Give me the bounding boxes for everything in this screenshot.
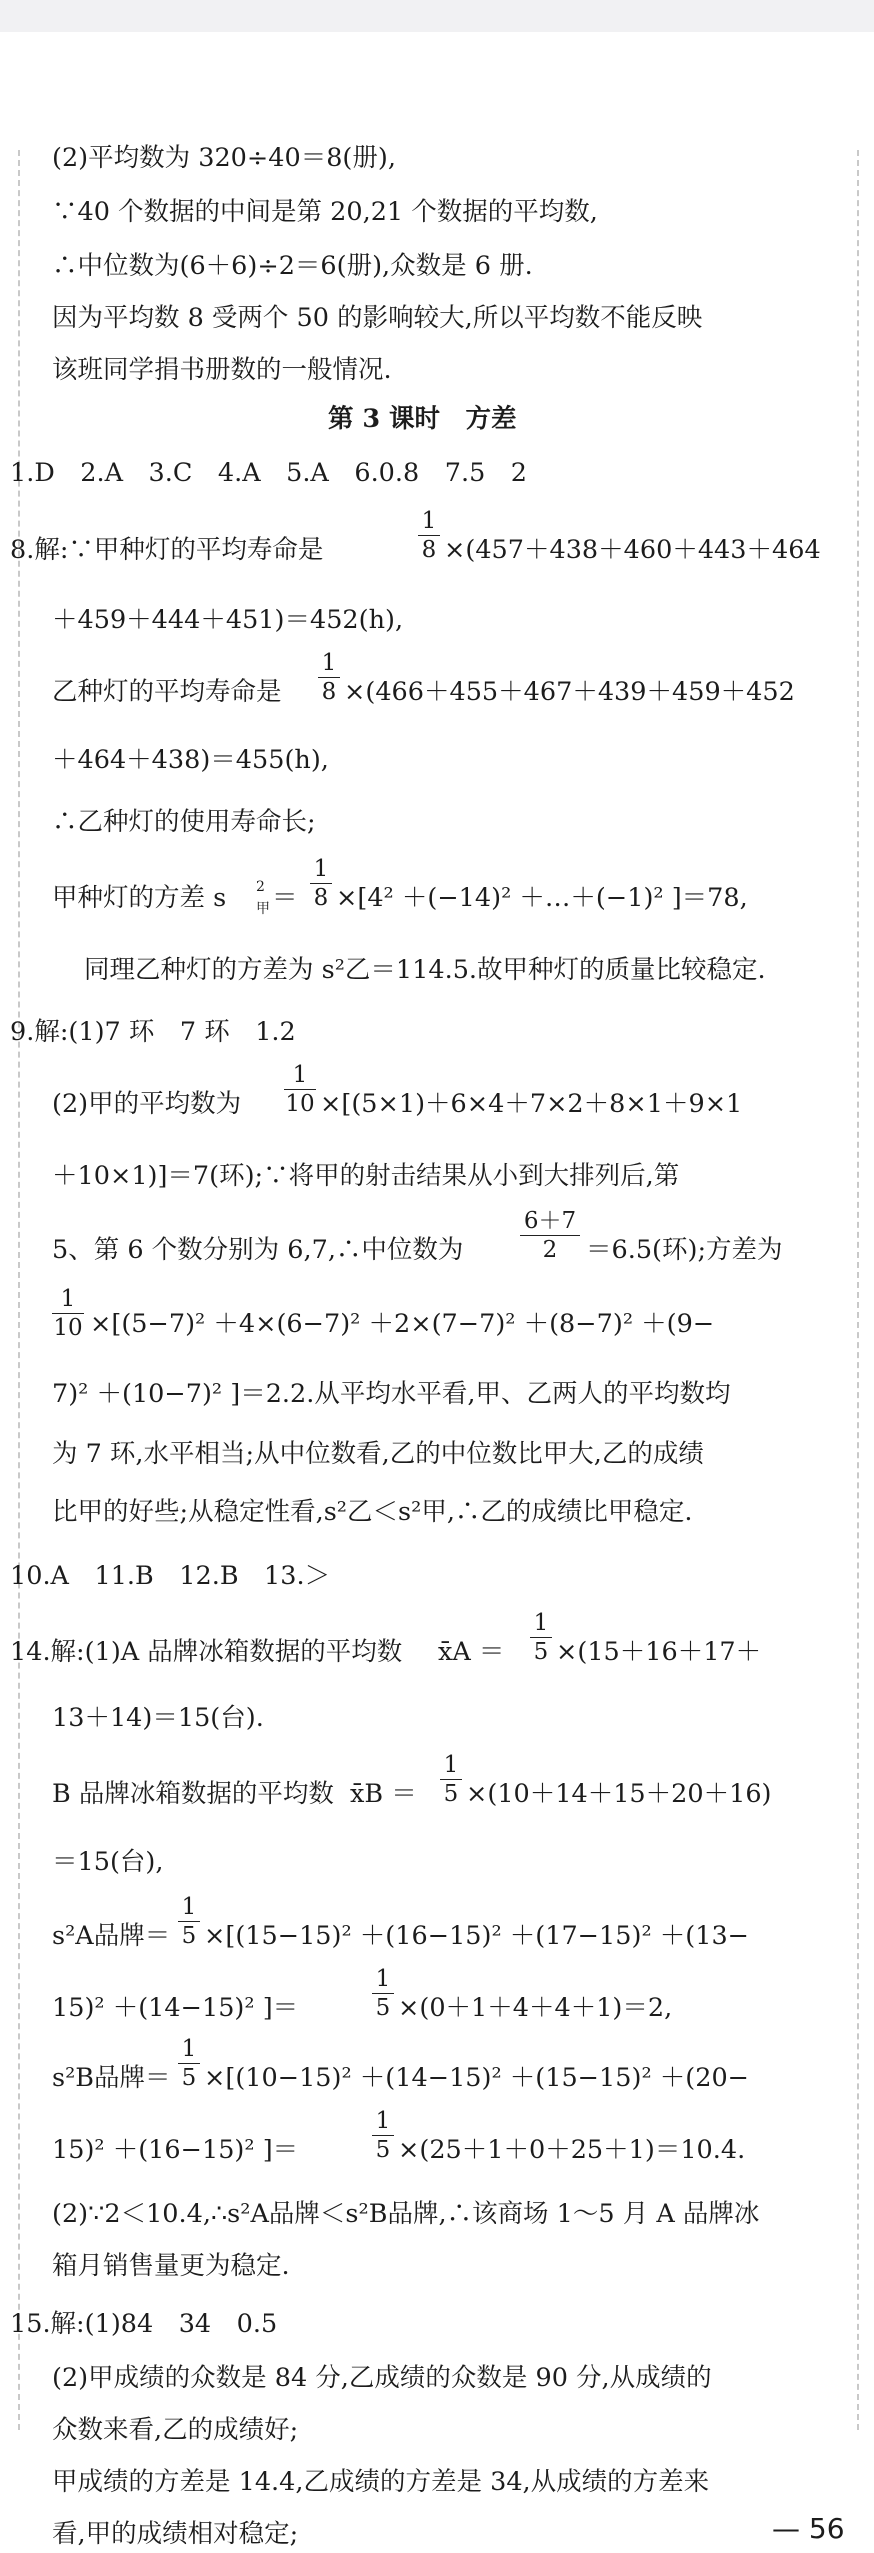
q8-line: 同理乙种灯的方差为 s²乙＝114.5.故甲种灯的质量比较稳定. xyxy=(84,955,766,985)
q14-line: B 品牌冰箱数据的平均数 xyxy=(52,1779,334,1809)
left-dashed-margin xyxy=(18,150,20,2430)
text-line: ∴中位数为(6＋6)÷2＝6(册),众数是 6 册. xyxy=(52,251,533,281)
q15-line: 众数来看,乙的成绩好; xyxy=(52,2415,299,2445)
q8-line: ×[4² ＋(−14)² ＋…＋(−1)² ]＝78, xyxy=(336,883,748,913)
q14-line: ×(0＋1＋4＋4＋1)＝2, xyxy=(398,1993,673,2023)
q9-line: 为 7 环,水平相当;从中位数看,乙的中位数比甲大,乙的成绩 xyxy=(52,1439,704,1469)
text-line: 因为平均数 8 受两个 50 的影响较大,所以平均数不能反映 xyxy=(52,303,703,333)
fraction: 1 8 xyxy=(418,508,440,563)
q14-line: ×(25＋1＋0＋25＋1)＝10.4. xyxy=(398,2135,746,2165)
q8-line: ×(457＋438＋460＋443＋464 xyxy=(444,535,821,565)
q8-line: ∴乙种灯的使用寿命长; xyxy=(52,807,316,837)
fraction: 6＋7 2 xyxy=(520,1208,580,1263)
q15-line: 甲成绩的方差是 14.4,乙成绩的方差是 34,从成绩的方差来 xyxy=(52,2467,710,2497)
q9-line: 9.解:(1)7 环 7 环 1.2 xyxy=(10,1017,296,1047)
q14-line: x̄B ＝ xyxy=(350,1779,417,1809)
q8-line: 8.解:∵甲种灯的平均寿命是 xyxy=(10,535,324,565)
q8-line: 甲种灯的方差 s xyxy=(52,883,227,913)
q8-line: ＝ xyxy=(272,883,298,913)
fraction: 1 5 xyxy=(440,1752,462,1807)
text-line: 该班同学捐书册数的一般情况. xyxy=(52,355,392,385)
q14-line: ×(10＋14＋15＋20＋16) xyxy=(466,1779,772,1809)
fraction: 1 5 xyxy=(372,2108,394,2163)
q9-line: 5、第 6 个数分别为 6,7,∴中位数为 xyxy=(52,1235,464,1265)
fraction: 1 8 xyxy=(318,650,340,705)
q9-line: (2)甲的平均数为 xyxy=(52,1089,242,1119)
q14-line: ＝15(台), xyxy=(52,1847,164,1877)
text-line: (2)平均数为 320÷40＝8(册), xyxy=(52,143,396,173)
q15-line: 看,甲的成绩相对稳定; xyxy=(52,2519,299,2549)
q9-line: 比甲的好些;从稳定性看,s²乙＜s²甲,∴乙的成绩比甲稳定. xyxy=(52,1497,693,1527)
q9-line: ＝6.5(环);方差为 xyxy=(586,1235,783,1265)
q8-line: ＋459＋444＋451)＝452(h), xyxy=(52,605,404,635)
fraction: 1 10 xyxy=(285,1062,315,1117)
q14-line: 箱月销售量更为稳定. xyxy=(52,2251,290,2281)
answers-1-7: 1.D 2.A 3.C 4.A 5.A 6.0.8 7.5 2 xyxy=(10,458,528,488)
q8-line: 乙种灯的平均寿命是 xyxy=(52,677,282,707)
q15-line: 15.解:(1)84 34 0.5 xyxy=(10,2309,278,2339)
fraction: 1 5 xyxy=(178,1894,200,1949)
fraction: 1 10 xyxy=(53,1286,83,1341)
q14-line: 14.解:(1)A 品牌冰箱数据的平均数 xyxy=(10,1637,403,1667)
q14-line: s²A品牌＝ xyxy=(52,1921,171,1951)
q9-line: ×[(5−7)² ＋4×(6−7)² ＋2×(7−7)² ＋(8−7)² ＋(9− xyxy=(90,1309,715,1339)
text-line: ∵40 个数据的中间是第 20,21 个数据的平均数, xyxy=(52,197,598,227)
q14-line: (2)∵2＜10.4,∴s²A品牌＜s²B品牌,∴该商场 1～5 月 A 品牌冰 xyxy=(52,2199,760,2229)
q14-line: ×[(10−15)² ＋(14−15)² ＋(15−15)² ＋(20− xyxy=(204,2063,750,2093)
q14-line: 13＋14)＝15(台). xyxy=(52,1703,264,1733)
q14-line: ×(15＋16＋17＋ xyxy=(556,1637,762,1667)
q9-line: ×[(5×1)＋6×4＋7×2＋8×1＋9×1 xyxy=(320,1089,743,1119)
q14-line: x̄A ＝ xyxy=(438,1637,505,1667)
fraction: 1 5 xyxy=(372,1966,394,2021)
q9-line: 7)² ＋(10−7)² ]＝2.2.从平均水平看,甲、乙两人的平均数均 xyxy=(52,1379,731,1409)
fraction: 1 5 xyxy=(530,1610,552,1665)
superscript: 2 xyxy=(256,879,265,895)
q14-line: 15)² ＋(14−15)² ]＝ xyxy=(52,1993,299,2023)
q15-line: (2)甲成绩的众数是 84 分,乙成绩的众数是 90 分,从成绩的 xyxy=(52,2363,712,2393)
q9-line: ＋10×1)]＝7(环);∵将甲的射击结果从小到大排列后,第 xyxy=(52,1161,680,1191)
fraction: 1 8 xyxy=(310,856,332,911)
subscript: 甲 xyxy=(256,901,270,917)
answers-10-13: 10.A 11.B 12.B 13.＞ xyxy=(10,1561,331,1591)
top-edge xyxy=(0,0,874,32)
q14-line: ×[(15−15)² ＋(16−15)² ＋(17−15)² ＋(13− xyxy=(204,1921,750,1951)
q14-line: s²B品牌＝ xyxy=(52,2063,171,2093)
page-number: — 56 xyxy=(772,2512,845,2545)
q8-line: ×(466＋455＋467＋439＋459＋452 xyxy=(344,677,795,707)
fraction: 1 5 xyxy=(178,2036,200,2091)
q8-line: ＋464＋438)＝455(h), xyxy=(52,745,329,775)
right-dashed-margin xyxy=(857,150,859,2430)
section-heading: 第 3 课时 方差 xyxy=(328,404,517,434)
q14-line: 15)² ＋(16−15)² ]＝ xyxy=(52,2135,299,2165)
